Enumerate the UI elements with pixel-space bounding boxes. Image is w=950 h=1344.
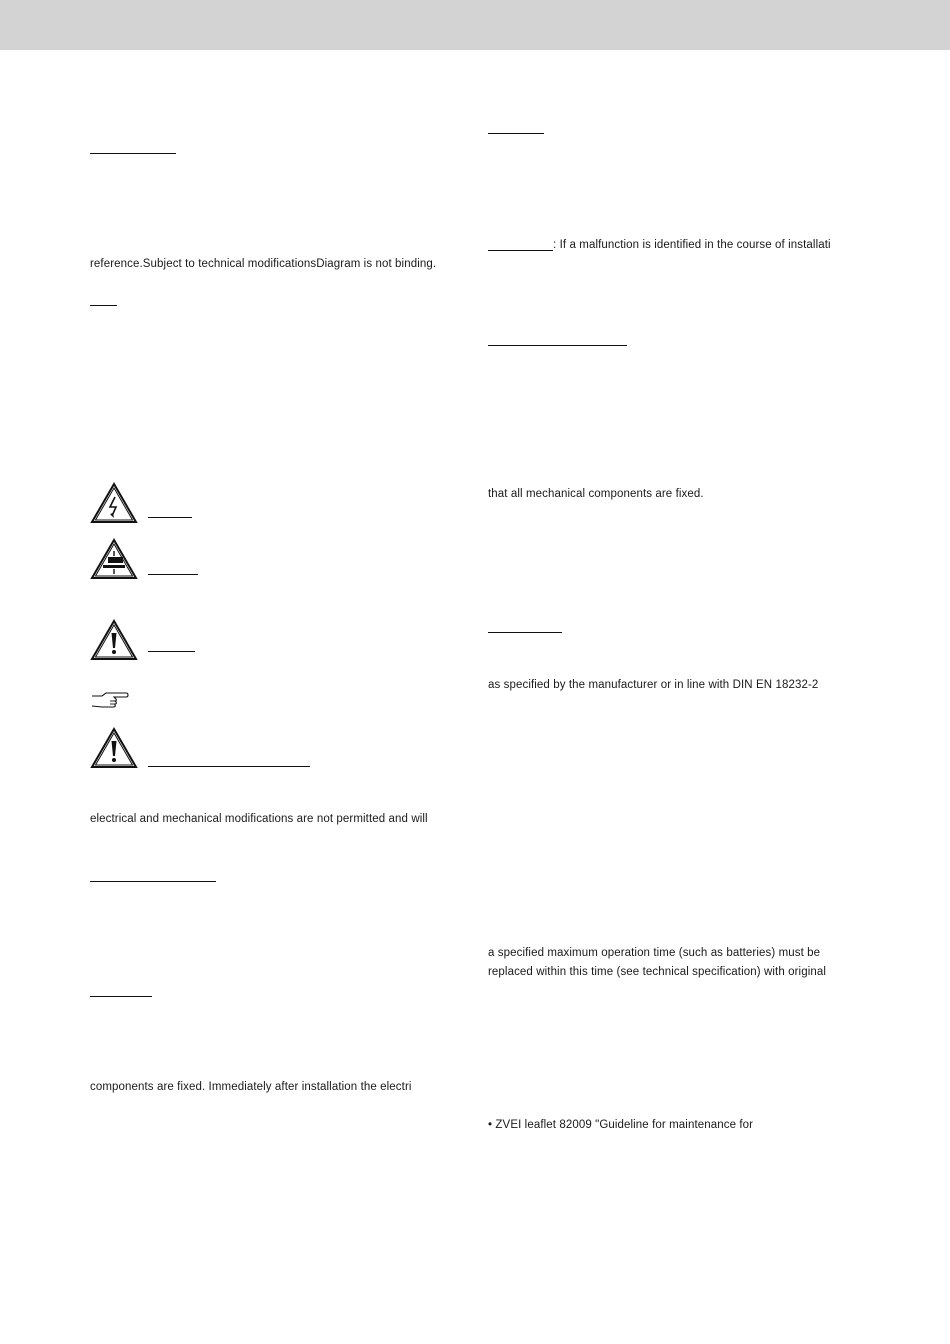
heading-underline (148, 574, 198, 575)
body-text-mechanical: that all mechanical components are fixed. (488, 488, 704, 500)
heading-underline (148, 651, 195, 652)
body-text-malfunction: : If a malfunction is identified in the course of installati (553, 239, 831, 251)
heading-underline (488, 250, 553, 251)
heading-underline (90, 305, 117, 306)
heading-underline (488, 345, 627, 346)
hand-crush-warning-icon (90, 538, 138, 580)
pointing-hand-icon (90, 690, 130, 710)
heading-underline (90, 153, 176, 154)
exclamation-warning-icon (90, 619, 138, 661)
body-text-reference: reference.Subject to technical modificationsDiagram is not binding. (90, 258, 437, 270)
body-text-components: components are fixed. Immediately after installation the electri (90, 1081, 412, 1093)
exclamation-warning-icon (90, 727, 138, 769)
high-voltage-warning-icon (90, 482, 138, 524)
heading-underline (488, 632, 562, 633)
heading-underline (148, 766, 310, 767)
body-text-replaced: replaced within this time (see technical specification) with original (488, 966, 826, 978)
heading-underline (488, 133, 544, 134)
heading-underline (90, 881, 216, 882)
page-header-bar (0, 0, 950, 50)
body-text-modifications: electrical and mechanical modifications are not permitted and will (90, 813, 428, 825)
body-text-zvei: • ZVEI leaflet 82009 "Guideline for maintenance for (488, 1119, 754, 1131)
heading-underline (148, 517, 192, 518)
body-text-specified: as specified by the manufacturer or in line with DIN EN 18232-2 (488, 679, 819, 691)
body-text-max-operation: a specified maximum operation time (such as batteries) must be (488, 947, 821, 959)
heading-underline (90, 996, 152, 997)
